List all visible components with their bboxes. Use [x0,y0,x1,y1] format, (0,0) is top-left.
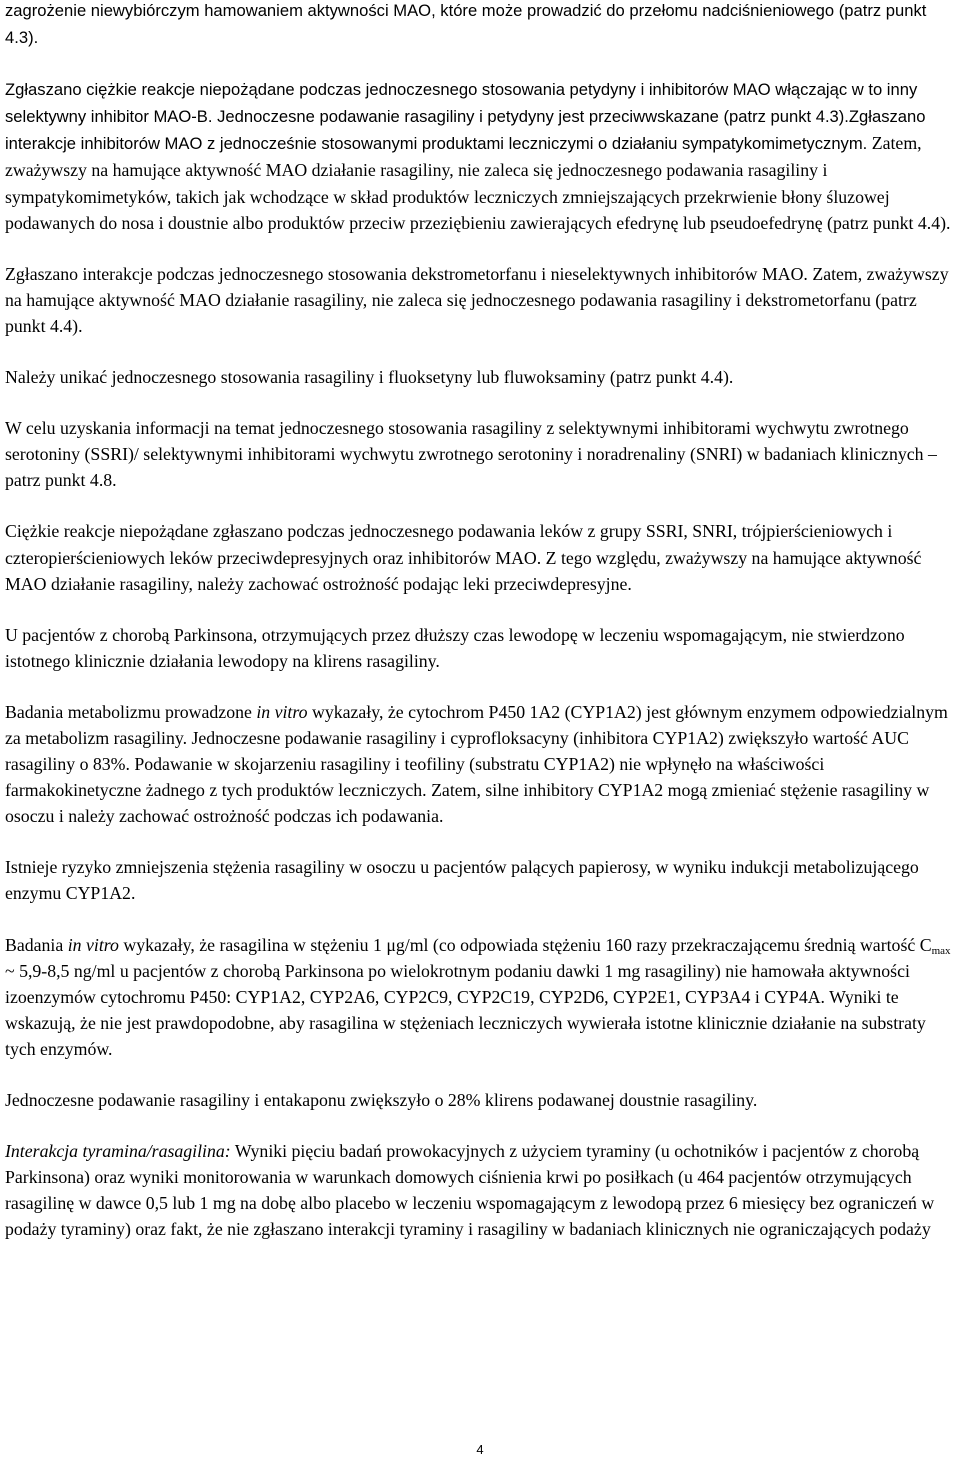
subscript-max: max [931,944,951,957]
paragraph-entacapone [5,1087,953,1113]
paragraph-text: U pacjentów z chorobą Parkinsona, otrzymujących przez dłuższy czas lewodopę w leczeniu wspomagającym, nie stwierdzono istotnego klinicznie działania lewodopy na klirens rasagiliny. [5,624,905,671]
paragraph-p450-isoenzymes [5,932,953,1062]
paragraph-ssri-snri [5,415,953,493]
paragraph-cyp1a2-metabolism [5,699,953,829]
italic-heading: Interakcja tyramina/rasagilina: [5,1141,231,1162]
paragraph-dextromethorphan [5,261,953,339]
paragraph-text: Wyniki pięciu badań prowokacyjnych z użyciem tyraminy (u ochotników i pacjentów z chorobą Parkinsona) oraz wyniki monitorowania w warunkach domowych ciśnienia krwi po posiłkach (u 464 pacjentów otrzymujących rasagilinę w dawce 0,5 lub 1 mg na dobę albo placebo w leczeniu wspomagającym z lewodopą przez 6 miesięcy bez ograniczeń w podaży tyraminy) oraz fakt, że nie zgłaszano interakcji tyraminy i rasagiliny w badaniach klinicznych nie ograniczających podaży [5,1141,935,1240]
document-body [5,0,953,1267]
italic-term: in vitro [67,934,119,955]
paragraph-text: Zgłaszano interakcje podczas jednoczesnego stosowania dekstrometorfanu i nieselektywnych inhibitorów MAO. Zatem, zważywszy na hamujące aktywność MAO działanie rasagiliny, nie zaleca się jednoczesnego podawania rasagiliny i dekstrometorfanu (patrz punkt 4.4). [5,263,949,336]
paragraph-text: Ciężkie reakcje niepożądane zgłaszano podczas jednoczesnego podawania leków z grupy SSRI, SNRI, trójpierścieniowych i czteropierścieniowych leków przeciwdepresyjnych oraz inhibitorów MAO. Z tego względu, zważywszy na hamujące aktywność MAO działanie rasagiliny, należy zachować ostrożność podając leki przeciwdepresyjne. [5,521,922,594]
page-number: 4 [476,1442,484,1457]
paragraph-antidepressants [5,518,953,596]
italic-term: in vitro [256,701,308,722]
paragraph-text: Badania [5,934,68,955]
paragraph-text: zagrożenie niewybiórczym hamowaniem aktywności MAO, które może prowadzić do przełomu nadciśnieniowego (patrz punkt 4.3). [5,1,927,48]
paragraph-text: Należy unikać jednoczesnego stosowania rasagiliny i fluoksetyny lub fluwoksaminy (patrz punkt 4.4). [5,367,734,388]
paragraph-levodopa [5,622,953,674]
paragraph-text: Zgłaszano ciężkie reakcje niepożądane podczas jednoczesnego stosowania petydyny i inhibitorów MAO włączając w to inny selektywny inhibitor MAO-B. Jednoczesne podawanie rasagiliny i petydyny jest przeciwwskazane (patrz punkt 4.3).Zgłaszano interakcje inhibitorów MAO z jednocześnie stosowanymi produktami leczniczymi o działaniu sympatykomimetycznym. [5,80,926,154]
paragraph-pethidine-sympathomimetics [5,76,953,236]
paragraph-smokers [5,854,953,906]
paragraph-text: Zatem, zważywszy na hamujące aktywność MAO działanie rasagiliny, nie zaleca się jednoczesnego podawania rasagiliny i sympatykomimetyków, takich jak wchodzące w skład produktów leczniczych zmniejszających przekrwienie błony śluzowej podawanych do nosa i doustnie albo produktów przeciw przeziębieniu zawierających efedrynę lub pseudoefedrynę (patrz punkt 4.4). [5,133,951,233]
paragraph-hypertensive-crisis [5,0,953,51]
paragraph-text: ~ 5,9-8,5 ng/ml u pacjentów z chorobą Parkinsona po wielokrotnym podaniu dawki 1 mg rasagiliny) nie hamowała aktywności izoenzymów cytochromu P450: CYP1A2, CYP2A6, CYP2C9, CYP2C19, CYP2D6, CYP2E1, CYP3A4 i CYP4A. Wyniki te wskazują, że nie jest prawdopodobne, aby rasagilina w stężeniach leczniczych wywierała istotne klinicznie działanie na substraty tych enzymów. [5,960,926,1059]
paragraph-text: wykazały, że cytochrom P450 1A2 (CYP1A2) jest głównym enzymem odpowiedzialnym za metabolizm rasagiliny. Jednoczesne podawanie rasagiliny i cyprofloksacyny (inhibitora CYP1A2) zwiększyło wartość AUC rasagiliny o 83%. Podawanie w skojarzeniu rasagiliny i teofiliny (substratu CYP1A2) nie wpłynęło na właściwości farmakokinetyczne żadnego z tych produktów leczniczych. Zatem, silne inhibitory CYP1A2 mogą zmieniać stężenie rasagiliny w osoczu i należy zachować ostrożność podczas ich podawania. [5,701,948,827]
paragraph-text: W celu uzyskania informacji na temat jednoczesnego stosowania rasagiliny z selektywnymi inhibitorami wychwytu zwrotnego serotoniny (SSRI)/ selektywnymi inhibitorami wychwytu zwrotnego serotoniny i noradrenaliny (SNRI) w badaniach klinicznych – patrz punkt 4.8. [5,418,937,491]
paragraph-text: wykazały, że rasagilina w stężeniu 1 μg/ml (co odpowiada stężeniu 160 razy przekraczającemu średnią wartość C [118,934,932,955]
paragraph-tyramine [5,1138,953,1242]
paragraph-text: Jednoczesne podawanie rasagiliny i entakaponu zwiększyło o 28% klirens podawanej doustnie rasagiliny. [5,1090,758,1110]
paragraph-text: Istnieje ryzyko zmniejszenia stężenia rasagiliny w osoczu u pacjentów palących papierosy, w wyniku indukcji metabolizującego enzymu CYP1A2. [5,857,919,904]
paragraph-text: Badania metabolizmu prowadzone [5,701,257,722]
paragraph-fluoxetine [5,364,953,390]
